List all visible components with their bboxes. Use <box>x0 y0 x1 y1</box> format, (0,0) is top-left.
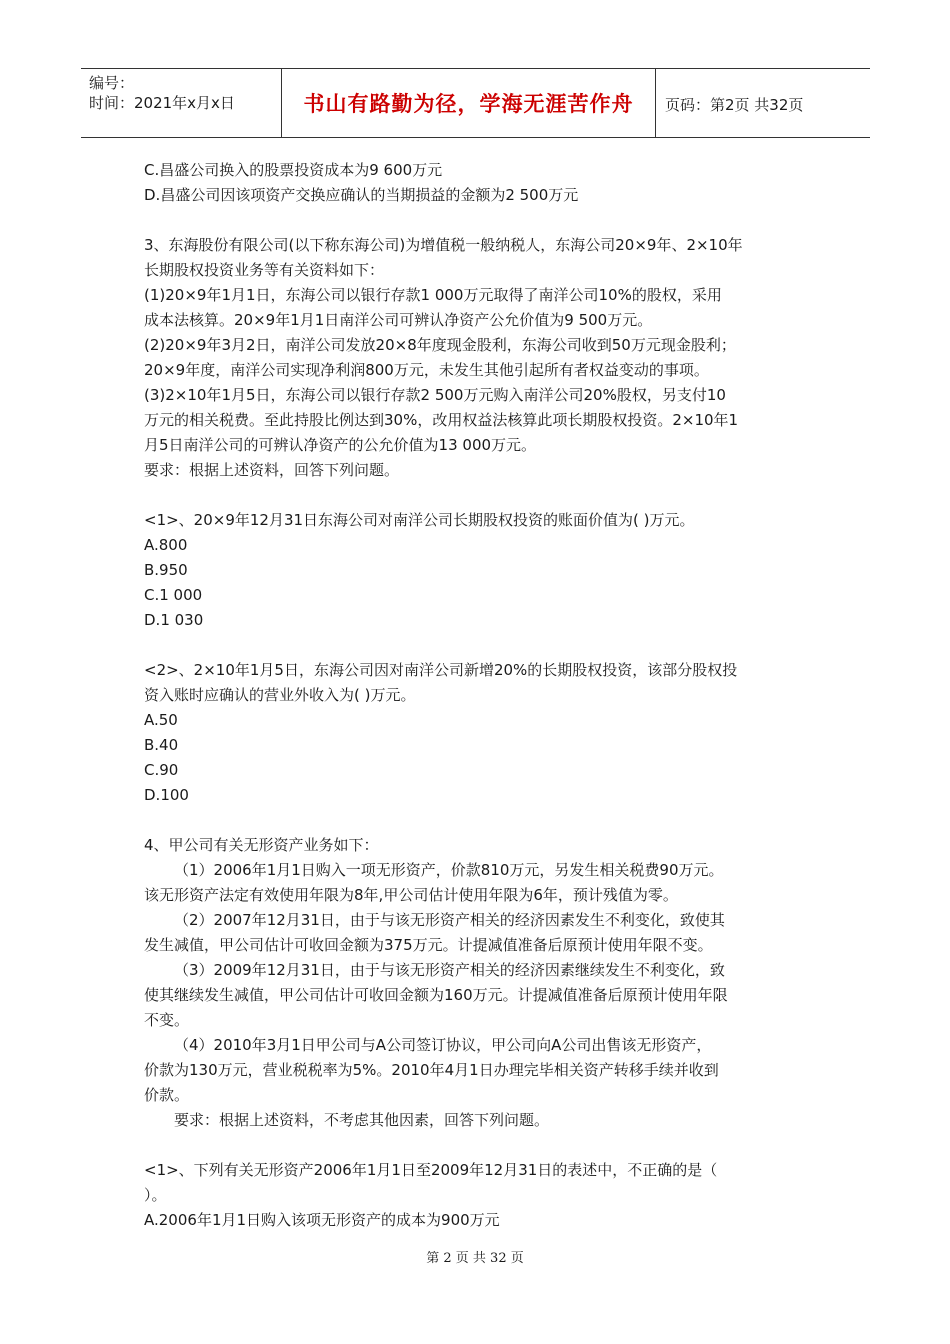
text-line: 价款为130万元，营业税税率为5%。2010年4月1日办理完毕相关资产转移手续并收到 <box>144 1061 719 1079</box>
page-footer: 第 2 页 共 32 页 <box>426 1251 524 1266</box>
text-line: C.昌盛公司换入的股票投资成本为9 600万元 <box>144 161 443 179</box>
text-line: 万元的相关税费。至此持股比例达到30%，改用权益法核算此项长期股权投资。2×10年1 <box>144 411 739 429</box>
text-line: 3、东海股份有限公司(以下称东海公司)为增值税一般纳税人，东海公司20×9年、2×10年 <box>144 236 743 254</box>
text-line: A.800 <box>144 536 188 554</box>
text-line: (1)20×9年1月1日，东海公司以银行存款1 000万元取得了南洋公司10%的股权，采用 <box>144 286 722 304</box>
text-line: 要求：根据上述资料，不考虑其他因素，回答下列问题。 <box>174 1111 550 1129</box>
blank-line <box>144 808 814 833</box>
text-line: 资入账时应确认的营业外收入为( )万元。 <box>144 686 416 704</box>
text-line: C.1 000 <box>144 586 203 604</box>
text-line: B.950 <box>144 561 188 579</box>
text-line: (2)20×9年3月2日，南洋公司发放20×8年度现金股利，东海公司收到50万元现金股利； <box>144 336 736 354</box>
blank-line <box>144 633 814 658</box>
text-line: D.昌盛公司因该项资产交换应确认的当期损益的金额为2 500万元 <box>144 186 579 204</box>
text-line: ）。 <box>144 1186 167 1204</box>
text-line: 使其继续发生减值，甲公司估计可收回金额为160万元。计提减值准备后原预计使用年限 <box>144 986 728 1004</box>
text-line: 发生减值，甲公司估计可收回金额为375万元。计提减值准备后原预计使用年限不变。 <box>144 936 713 954</box>
text-line: 成本法核算。20×9年1月1日南洋公司可辨认净资产公允价值为9 500万元。 <box>144 311 653 329</box>
text-line: <1>、下列有关无形资产2006年1月1日至2009年12月31日的表述中，不正确的是（ <box>144 1161 718 1179</box>
text-line: C.90 <box>144 761 179 779</box>
blank-line <box>144 1133 814 1158</box>
header-meta <box>89 73 235 113</box>
text-line: D.100 <box>144 786 189 804</box>
text-line: B.40 <box>144 736 179 754</box>
text-line: 月5日南洋公司的可辨认净资产的公允价值为13 000万元。 <box>144 436 537 454</box>
document-date: 时间：2021年x月x日 <box>89 94 235 112</box>
text-line: （4）2010年3月1日甲公司与A公司签订协议，甲公司向A公司出售该无形资产， <box>174 1036 712 1054</box>
header-motto: 书山有路勤为径，学海无涯苦作舟 <box>303 92 634 116</box>
blank-line <box>144 483 814 508</box>
text-line: A.2006年1月1日购入该项无形资产的成本为900万元 <box>144 1211 500 1229</box>
text-line: 不变。 <box>144 1011 190 1029</box>
document-body <box>144 158 814 1233</box>
page-header <box>81 68 870 138</box>
blank-line <box>144 208 814 233</box>
text-line: D.1 030 <box>144 611 204 629</box>
text-line: （3）2009年12月31日，由于与该无形资产相关的经济因素继续发生不利变化，致 <box>174 961 725 979</box>
text-line: 价款。 <box>144 1086 190 1104</box>
text-line: （1）2006年1月1日购入一项无形资产，价款810万元，另发生相关税费90万元。 <box>174 861 724 879</box>
text-line: (3)2×10年1月5日，东海公司以银行存款2 500万元购入南洋公司20%股权，另支付10 <box>144 386 726 404</box>
text-line: （2）2007年12月31日，由于与该无形资产相关的经济因素发生不利变化，致使其 <box>174 911 725 929</box>
text-line: 4、甲公司有关无形资产业务如下： <box>144 836 379 854</box>
document-number-label: 编号： <box>89 74 135 92</box>
text-line: <1>、20×9年12月31日东海公司对南洋公司长期股权投资的账面价值为( )万元。 <box>144 511 695 529</box>
text-line: 20×9年度，南洋公司实现净利润800万元，未发生其他引起所有者权益变动的事项。 <box>144 361 709 379</box>
text-line: 要求：根据上述资料，回答下列问题。 <box>144 461 400 479</box>
text-line: 该无形资产法定有效使用年限为8年,甲公司估计使用年限为6年，预计残值为零。 <box>144 886 678 904</box>
text-line: A.50 <box>144 711 178 729</box>
text-line: 长期股权投资业务等有关资料如下： <box>144 261 385 279</box>
text-line: <2>、2×10年1月5日，东海公司因对南洋公司新增20%的长期股权投资，该部分股权投 <box>144 661 738 679</box>
header-divider <box>655 69 656 137</box>
header-page-info: 页码：第2页 共32页 <box>665 96 804 114</box>
